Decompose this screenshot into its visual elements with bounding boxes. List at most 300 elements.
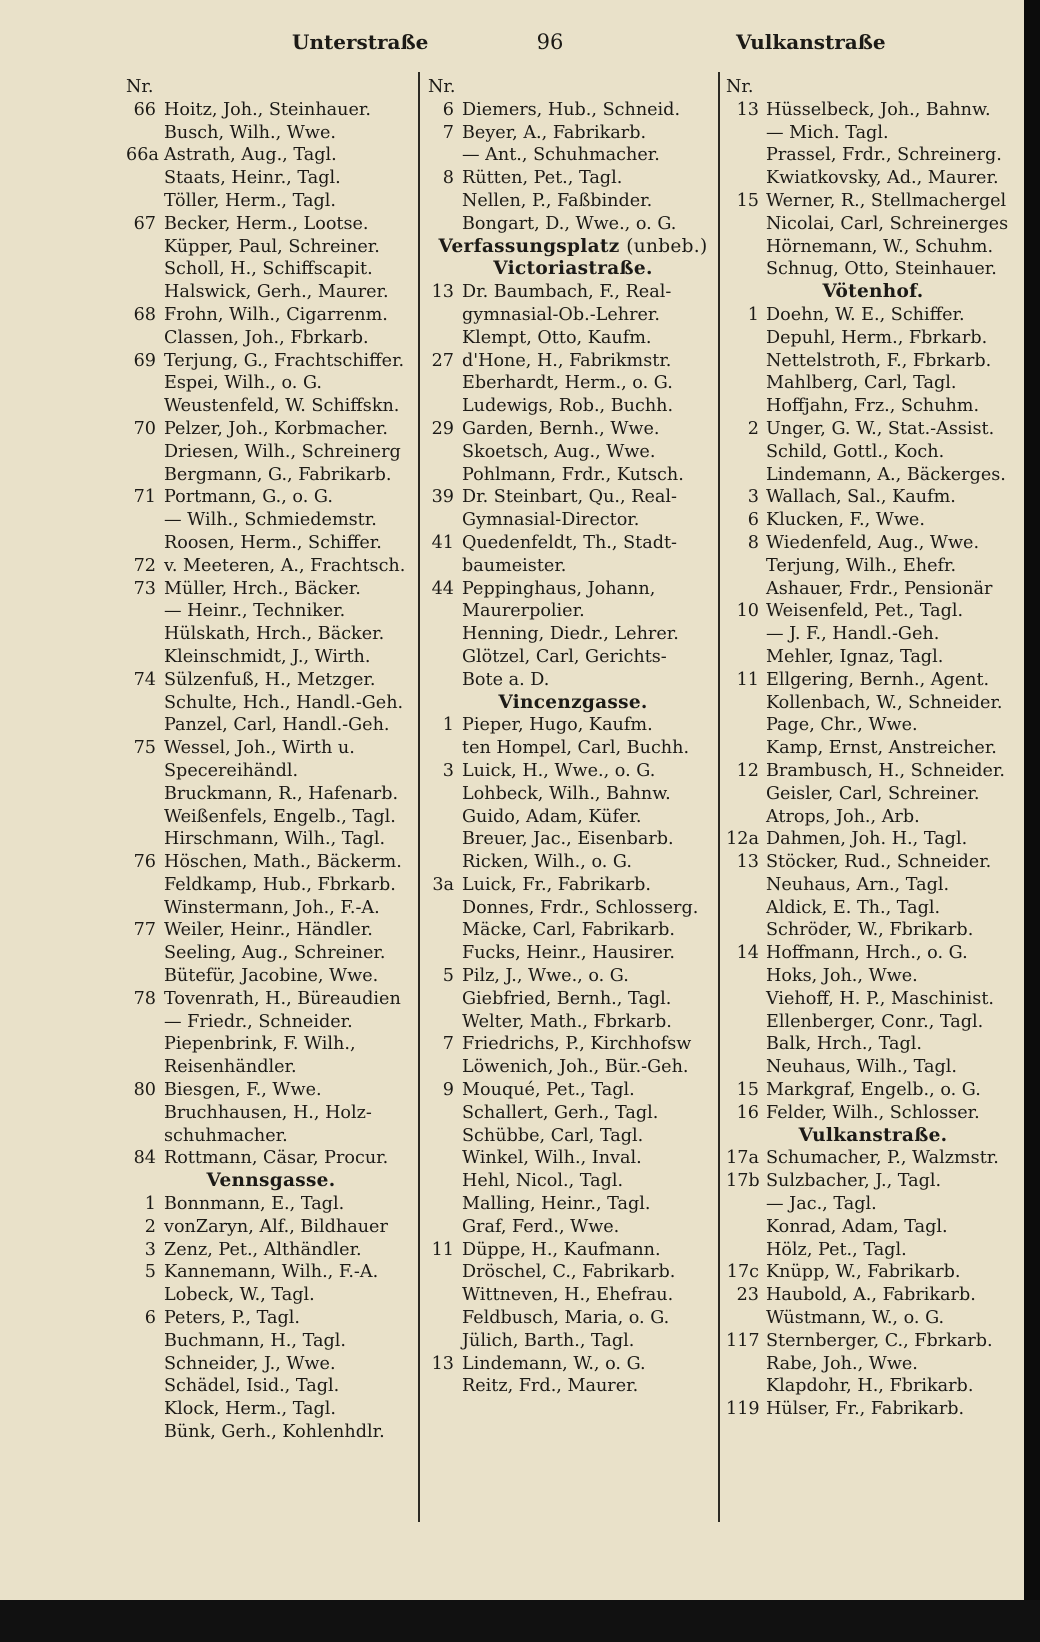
resident-text: d'Hone, H., Fabrikmstr.: [462, 350, 672, 371]
resident-text: Hirschmann, Wilh., Tagl.: [164, 829, 386, 850]
resident-entry: [726, 828, 1020, 851]
resident-text: Müller, Hrch., Bäcker.: [164, 578, 361, 599]
resident-entry: [126, 190, 416, 213]
resident-entry: [726, 851, 1020, 874]
resident-text: Terjung, Wilh., Ehefr.: [766, 555, 957, 576]
resident-text: Friedrichs, P., Kirchhofsw: [462, 1034, 692, 1055]
street-heading: Vötenhof.: [822, 281, 924, 303]
resident-text: Lindemann, A., Bäckerges.: [766, 464, 1006, 485]
house-number: 70: [133, 418, 156, 439]
resident-text: Winkel, Wilh., Inval.: [462, 1148, 642, 1169]
resident-entry: [428, 851, 718, 874]
resident-entry: [126, 760, 416, 783]
resident-text: Hülser, Fr., Fabrikarb.: [766, 1399, 965, 1420]
resident-entry: [428, 1011, 718, 1034]
resident-entry: [126, 144, 416, 167]
house-number: 77: [133, 920, 156, 941]
resident-text: Peters, P., Tagl.: [164, 1308, 300, 1329]
resident-entry: [126, 304, 416, 327]
street-heading: Victoriastraße.: [493, 258, 653, 280]
resident-text: Ricken, Wilh., o. G.: [462, 852, 632, 873]
resident-text: Portmann, G., o. G.: [164, 487, 333, 508]
column-2: [428, 76, 718, 1398]
number-label: Nr.: [126, 77, 154, 97]
resident-entry: [126, 1216, 416, 1239]
resident-entry: [726, 1079, 1020, 1102]
house-number: 1: [747, 304, 759, 325]
resident-entry: [126, 509, 416, 532]
resident-entry: [126, 122, 416, 145]
resident-entry: [726, 1011, 1020, 1034]
resident-text: Konrad, Adam, Tagl.: [766, 1216, 948, 1237]
resident-entry: [126, 281, 416, 304]
resident-entry: [126, 1056, 416, 1079]
resident-entry: [428, 167, 718, 190]
resident-text: gymnasial-Ob.-Lehrer.: [462, 304, 660, 325]
resident-entry: [428, 1147, 718, 1170]
resident-text: baumeister.: [462, 555, 567, 576]
resident-text: Tovenrath, H., Büreaudien: [164, 988, 401, 1009]
house-number: 5: [144, 1262, 156, 1283]
resident-entry: [126, 1307, 416, 1330]
resident-text: Depuhl, Herm., Fbrkarb.: [766, 327, 988, 348]
resident-text: Hoks, Joh., Wwe.: [766, 966, 918, 987]
resident-entry: [126, 167, 416, 190]
resident-entry: [126, 669, 416, 692]
resident-entry: [126, 692, 416, 715]
resident-entry: [726, 692, 1020, 715]
resident-entry: [126, 258, 416, 281]
resident-entry: [126, 1284, 416, 1307]
resident-entry: [428, 1239, 718, 1262]
house-number: 41: [431, 532, 454, 553]
resident-text: ten Hompel, Carl, Buchh.: [462, 738, 690, 759]
resident-text: Mouqué, Pet., Tagl.: [462, 1080, 635, 1101]
resident-entry: [126, 1353, 416, 1376]
resident-text: Jülich, Barth., Tagl.: [462, 1330, 635, 1351]
resident-entry: [428, 304, 718, 327]
house-number: 13: [736, 99, 759, 120]
resident-entry: [726, 669, 1020, 692]
resident-entry: [726, 395, 1020, 418]
resident-entry: [126, 236, 416, 259]
resident-entry: [726, 304, 1020, 327]
house-number: 15: [736, 190, 759, 211]
resident-entry: [726, 1239, 1020, 1262]
resident-entry: [726, 350, 1020, 373]
resident-entry: [726, 578, 1020, 601]
resident-text: Becker, Herm., Lootse.: [164, 213, 369, 234]
resident-text: vonZaryn, Alf., Bildhauer: [164, 1216, 388, 1237]
resident-text: Bergmann, G., Fabrikarb.: [164, 464, 392, 485]
house-number: 73: [133, 578, 156, 599]
house-number: 67: [133, 213, 156, 234]
resident-entry: [126, 486, 416, 509]
resident-text: Bote a. D.: [462, 669, 550, 690]
resident-text: Pelzer, Joh., Korbmacher.: [164, 418, 388, 439]
house-number: 117: [726, 1330, 760, 1351]
resident-entry: [428, 806, 718, 829]
resident-text: Feldkamp, Hub., Fbrkarb.: [164, 874, 396, 895]
resident-text: Guido, Adam, Küfer.: [462, 806, 642, 827]
resident-text: Löwenich, Joh., Bür.-Geh.: [462, 1057, 689, 1078]
house-number: 7: [442, 1034, 454, 1055]
resident-entry: [126, 897, 416, 920]
resident-text: Weiler, Heinr., Händler.: [164, 920, 373, 941]
resident-entry: [428, 395, 718, 418]
resident-text: Klapdohr, H., Fbrikarb.: [766, 1376, 974, 1397]
resident-entry: [726, 1261, 1020, 1284]
resident-text: Schulte, Hch., Handl.-Geh.: [164, 692, 404, 713]
resident-entry: [726, 258, 1020, 281]
scan-edge-bottom: [0, 1600, 1040, 1642]
resident-text: Buchmann, H., Tagl.: [164, 1330, 346, 1351]
resident-text: Henning, Diedr., Lehrer.: [462, 624, 679, 645]
house-number: 6: [442, 99, 454, 120]
resident-text: Wiedenfeld, Aug., Wwe.: [766, 532, 980, 553]
street-heading: Vulkanstraße.: [798, 1124, 948, 1146]
resident-text: Küpper, Paul, Schreiner.: [164, 236, 380, 257]
resident-entry: [726, 236, 1020, 259]
resident-text: Balk, Hrch., Tagl.: [766, 1034, 922, 1055]
house-number: 44: [431, 578, 454, 599]
resident-entry: [726, 623, 1020, 646]
resident-text: Gymnasial-Director.: [462, 510, 640, 531]
resident-entry: [428, 122, 718, 145]
house-number: 3a: [432, 874, 454, 895]
resident-entry: [428, 532, 718, 555]
resident-entry: [126, 464, 416, 487]
resident-entry: [126, 441, 416, 464]
resident-text: Busch, Wilh., Wwe.: [164, 122, 336, 143]
resident-text: Terjung, G., Frachtschiffer.: [164, 350, 405, 371]
resident-text: Kollenbach, W., Schneider.: [766, 692, 1003, 713]
resident-entry: [126, 737, 416, 760]
resident-text: Bruckmann, R., Hafenarb.: [164, 783, 399, 804]
resident-text: Scholl, H., Schiffscapit.: [164, 259, 373, 280]
resident-text: Maurerpolier.: [462, 601, 585, 622]
column-3: [726, 76, 1020, 1421]
resident-text: Unger, G. W., Stat.-Assist.: [766, 418, 995, 439]
resident-entry: [428, 965, 718, 988]
house-number: 78: [133, 988, 156, 1009]
resident-text: Wittneven, H., Ehefrau.: [462, 1285, 674, 1306]
resident-text: Graf, Ferd., Wwe.: [462, 1216, 620, 1237]
street-heading-name: Verfassungsplatz: [438, 235, 620, 257]
resident-text: Astrath, Aug., Tagl.: [164, 145, 337, 166]
resident-text: Lobeck, W., Tagl.: [164, 1285, 315, 1306]
running-head-left: Unterstraße: [292, 30, 429, 54]
resident-text: Breuer, Jac., Eisenbarb.: [462, 829, 674, 850]
resident-text: Aldick, E. Th., Tagl.: [766, 897, 941, 918]
resident-entry: [126, 327, 416, 350]
resident-text: Zenz, Pet., Althändler.: [164, 1239, 362, 1260]
resident-entry: [726, 874, 1020, 897]
resident-text: Dr. Steinbart, Qu., Real-: [462, 487, 677, 508]
resident-entry: [126, 1033, 416, 1056]
resident-text: Neuhaus, Arn., Tagl.: [766, 874, 950, 895]
house-number: 66: [133, 99, 156, 120]
resident-text: Sternberger, C., Fbrkarb.: [766, 1330, 993, 1351]
resident-text: schuhmacher.: [164, 1125, 288, 1146]
resident-text: Sulzbacher, J., Tagl.: [766, 1171, 942, 1192]
resident-entry: [726, 600, 1020, 623]
resident-entry: [126, 555, 416, 578]
resident-entry: [726, 1398, 1020, 1421]
resident-text: Winstermann, Joh., F.-A.: [164, 897, 380, 918]
house-number: 6: [144, 1308, 156, 1329]
resident-entry: [126, 350, 416, 373]
resident-entry: [126, 783, 416, 806]
resident-text: Haubold, A., Fabrikarb.: [766, 1285, 976, 1306]
resident-text: Skoetsch, Aug., Wwe.: [462, 441, 656, 462]
resident-text: Bonnmann, E., Tagl.: [164, 1194, 345, 1215]
resident-entry: [726, 144, 1020, 167]
resident-entry: [126, 623, 416, 646]
resident-entry: [126, 942, 416, 965]
resident-text: Bruchhausen, H., Holz-: [164, 1102, 372, 1123]
resident-text: Specereihändl.: [164, 760, 299, 781]
house-number: 17c: [726, 1262, 759, 1283]
resident-entry: [126, 578, 416, 601]
house-number: 17a: [726, 1148, 759, 1169]
resident-entry: [428, 988, 718, 1011]
resident-text: Mahlberg, Carl, Tagl.: [766, 373, 957, 394]
resident-text: Atrops, Joh., Arb.: [766, 806, 920, 827]
house-number: 76: [133, 852, 156, 873]
resident-entry: [428, 350, 718, 373]
house-number: 8: [442, 168, 454, 189]
house-number: 23: [736, 1285, 759, 1306]
resident-text: Ashauer, Frdr., Pensionär: [766, 578, 993, 599]
house-number: 74: [133, 669, 156, 690]
resident-text: Nellen, P., Faßbinder.: [462, 190, 653, 211]
house-number: 68: [133, 304, 156, 325]
resident-entry: [726, 486, 1020, 509]
house-number: 1: [442, 715, 454, 736]
house-number: 7: [442, 122, 454, 143]
resident-text: Hülskath, Hrch., Bäcker.: [164, 624, 385, 645]
resident-entry: [726, 1102, 1020, 1125]
house-number: 6: [747, 510, 759, 531]
resident-entry: [428, 1193, 718, 1216]
resident-entry: [126, 851, 416, 874]
resident-text: Lindemann, W., o. G.: [462, 1353, 646, 1374]
house-number: 5: [442, 966, 454, 987]
house-number: 119: [726, 1399, 760, 1420]
resident-text: — Ant., Schuhmacher.: [462, 145, 660, 166]
house-number: 72: [133, 555, 156, 576]
resident-text: Wallach, Sal., Kaufm.: [766, 487, 956, 508]
house-number: 75: [133, 738, 156, 759]
resident-text: Brambusch, H., Schneider.: [766, 760, 1005, 781]
resident-text: Quedenfeldt, Th., Stadt-: [462, 532, 677, 553]
resident-text: Hüsselbeck, Joh., Bahnw.: [766, 99, 991, 120]
resident-text: Glötzel, Carl, Gerichts-: [462, 646, 667, 667]
resident-entry: [428, 144, 718, 167]
street-heading: Vincenzgasse.: [498, 691, 648, 713]
house-number: 12a: [726, 829, 759, 850]
resident-entry: [428, 190, 718, 213]
street-heading: [428, 236, 718, 259]
page-header: [0, 30, 1024, 64]
house-number: 66a: [126, 145, 159, 166]
resident-entry: [428, 1307, 718, 1330]
resident-text: Panzel, Carl, Handl.-Geh.: [164, 715, 390, 736]
resident-entry: [428, 1079, 718, 1102]
resident-text: Welter, Math., Fbrkarb.: [462, 1011, 672, 1032]
resident-text: Page, Chr., Wwe.: [766, 715, 918, 736]
house-number: 71: [133, 487, 156, 508]
resident-entry: [726, 532, 1020, 555]
resident-text: Luick, H., Wwe., o. G.: [462, 760, 656, 781]
resident-entry: [428, 1056, 718, 1079]
column-rule: [718, 72, 720, 1522]
resident-text: Werner, R., Stellmachergel: [766, 190, 1007, 211]
resident-text: Roosen, Herm., Schiffer.: [164, 532, 382, 553]
resident-text: Kannemann, Wilh., F.-A.: [164, 1262, 379, 1283]
resident-entry: [726, 783, 1020, 806]
resident-entry: [428, 760, 718, 783]
resident-entry: [428, 942, 718, 965]
resident-entry: [126, 1421, 416, 1444]
resident-text: Klock, Herm., Tagl.: [164, 1399, 337, 1420]
number-label: Nr.: [428, 77, 456, 97]
resident-text: Düppe, H., Kaufmann.: [462, 1239, 661, 1260]
resident-entry: [726, 1353, 1020, 1376]
resident-text: Reitz, Frd., Maurer.: [462, 1376, 639, 1397]
house-number: 14: [736, 943, 759, 964]
resident-text: Töller, Herm., Tagl.: [164, 190, 336, 211]
resident-text: Diemers, Hub., Schneid.: [462, 99, 681, 120]
resident-text: Schallert, Gerh., Tagl.: [462, 1102, 659, 1123]
resident-entry: [726, 213, 1020, 236]
resident-text: Peppinghaus, Johann,: [462, 578, 656, 599]
house-number: 11: [736, 669, 759, 690]
resident-entry: [126, 646, 416, 669]
resident-entry: [428, 1261, 718, 1284]
resident-entry: [726, 646, 1020, 669]
resident-entry: [726, 441, 1020, 464]
resident-entry: [126, 828, 416, 851]
resident-text: — Heinr., Techniker.: [164, 601, 346, 622]
resident-entry: [126, 1147, 416, 1170]
resident-entry: [428, 1330, 718, 1353]
house-number: 10: [736, 601, 759, 622]
resident-text: Espei, Wilh., o. G.: [164, 373, 322, 394]
resident-text: Hoitz, Joh., Steinhauer.: [164, 99, 371, 120]
resident-entry: [726, 190, 1020, 213]
resident-entry: [428, 897, 718, 920]
resident-text: Giebfried, Bernh., Tagl.: [462, 988, 672, 1009]
house-number: 27: [431, 350, 454, 371]
resident-entry: [428, 783, 718, 806]
resident-entry: [428, 874, 718, 897]
scan-edge-right: [1024, 0, 1040, 1642]
resident-entry: [126, 1011, 416, 1034]
column-1: [126, 76, 416, 1444]
resident-entry: [428, 1216, 718, 1239]
resident-text: Schädel, Isid., Tagl.: [164, 1376, 340, 1397]
resident-entry: [726, 1056, 1020, 1079]
resident-text: — Friedr., Schneider.: [164, 1011, 353, 1032]
resident-text: Hölz, Pet., Tagl.: [766, 1239, 907, 1260]
column-rule: [418, 72, 420, 1522]
resident-entry: [428, 737, 718, 760]
resident-text: Malling, Heinr., Tagl.: [462, 1194, 651, 1215]
resident-text: Stöcker, Rud., Schneider.: [766, 852, 992, 873]
resident-entry: [126, 532, 416, 555]
resident-entry: [126, 988, 416, 1011]
resident-entry: [126, 1193, 416, 1216]
resident-entry: [126, 1261, 416, 1284]
house-number: 3: [144, 1239, 156, 1260]
resident-entry: [126, 1125, 416, 1148]
resident-text: Neuhaus, Wilh., Tagl.: [766, 1057, 957, 1078]
resident-entry: [726, 1033, 1020, 1056]
resident-text: Schübbe, Carl, Tagl.: [462, 1125, 644, 1146]
resident-text: Dröschel, C., Fabrikarb.: [462, 1262, 676, 1283]
resident-text: Weisenfeld, Pet., Tagl.: [766, 601, 964, 622]
resident-entry: [428, 828, 718, 851]
resident-entry: [726, 327, 1020, 350]
resident-entry: [126, 1079, 416, 1102]
resident-text: Lohbeck, Wilh., Bahnw.: [462, 783, 671, 804]
resident-text: Donnes, Frdr., Schlosserg.: [462, 897, 699, 918]
resident-entry: [726, 714, 1020, 737]
house-number: 2: [747, 418, 759, 439]
resident-entry: [428, 281, 718, 304]
resident-entry: [428, 1170, 718, 1193]
resident-entry: [428, 1353, 718, 1376]
resident-text: — J. F., Handl.-Geh.: [766, 624, 940, 645]
resident-entry: [428, 418, 718, 441]
resident-text: Frohn, Wilh., Cigarrenm.: [164, 304, 388, 325]
house-number: 84: [133, 1148, 156, 1169]
resident-text: Reisenhändler.: [164, 1057, 297, 1078]
resident-entry: [126, 1375, 416, 1398]
house-number: 13: [431, 1353, 454, 1374]
resident-text: Dr. Baumbach, F., Real-: [462, 282, 672, 303]
resident-text: — Wilh., Schmiedemstr.: [164, 510, 377, 531]
house-number: 16: [736, 1102, 759, 1123]
resident-entry: [726, 737, 1020, 760]
resident-text: Nettelstroth, F., Fbrkarb.: [766, 350, 992, 371]
resident-entry: [126, 99, 416, 122]
house-number: 13: [736, 852, 759, 873]
resident-entry: [126, 418, 416, 441]
resident-text: Geisler, Carl, Schreiner.: [766, 783, 980, 804]
resident-text: Doehn, W. E., Schiffer.: [766, 304, 965, 325]
resident-text: v. Meeteren, A., Frachtsch.: [164, 555, 406, 576]
resident-entry: [428, 99, 718, 122]
resident-text: Schnug, Otto, Steinhauer.: [766, 259, 997, 280]
resident-text: Prassel, Frdr., Schreinerg.: [766, 145, 1002, 166]
resident-entry: [726, 988, 1020, 1011]
house-number: 2: [144, 1216, 156, 1237]
resident-entry: [126, 372, 416, 395]
resident-text: Rottmann, Cäsar, Procur.: [164, 1148, 389, 1169]
resident-entry: [428, 1102, 718, 1125]
resident-entry: [726, 122, 1020, 145]
resident-text: Seeling, Aug., Schreiner.: [164, 943, 386, 964]
house-number: 39: [431, 487, 454, 508]
resident-entry: [126, 874, 416, 897]
resident-entry: [726, 167, 1020, 190]
resident-text: Pieper, Hugo, Kaufm.: [462, 715, 653, 736]
resident-entry: [126, 919, 416, 942]
resident-entry: [726, 1216, 1020, 1239]
